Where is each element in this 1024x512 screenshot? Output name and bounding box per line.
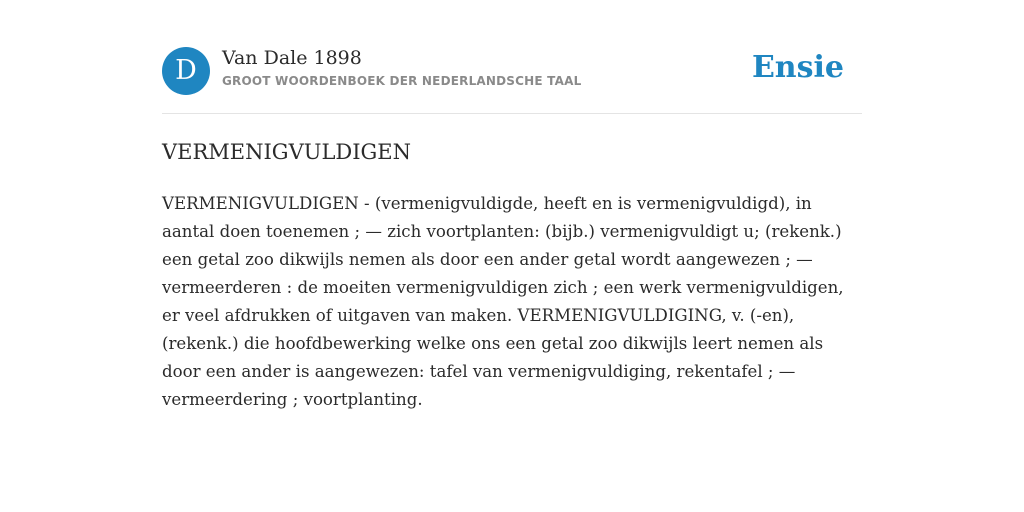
entry-definition bbox=[162, 190, 862, 414]
divider bbox=[162, 113, 862, 114]
dictionary-title-block bbox=[222, 46, 581, 88]
definition-line: er veel afdrukken of uitgaven van maken. VERMENIGVULDIGING, v. (-en), bbox=[162, 306, 795, 325]
header bbox=[162, 46, 862, 96]
dictionary-title[interactable]: Van Dale 1898 bbox=[222, 47, 362, 69]
definition-line: (rekenk.) die hoofdbewerking welke ons een getal zoo dikwijls leert nemen als bbox=[162, 334, 824, 353]
definition-line: vermeerdering ; voortplanting. bbox=[162, 390, 423, 409]
dictionary-avatar: D bbox=[162, 47, 210, 95]
ensie-logo[interactable]: Ensie bbox=[751, 50, 844, 85]
definition-line: vermeerderen : de moeiten vermenigvuldigen zich ; een werk vermenigvuldigen, bbox=[162, 278, 844, 297]
definition-line: VERMENIGVULDIGEN - (vermenigvuldigde, heeft en is vermenigvuldigd), in bbox=[162, 194, 812, 213]
definition-line: door een ander is aangewezen: tafel van vermenigvuldiging, rekentafel ; — bbox=[162, 362, 796, 381]
dictionary-card bbox=[162, 46, 862, 409]
entry-headword: VERMENIGVULDIGEN bbox=[162, 140, 412, 164]
definition-line: een getal zoo dikwijls nemen als door een ander getal wordt aangewezen ; — bbox=[162, 250, 813, 269]
definition-line: aantal doen toenemen ; — zich voortplanten: (bijb.) vermenigvuldigt u; (rekenk.) bbox=[162, 222, 842, 241]
dictionary-subtitle: GROOT WOORDENBOEK DER NEDERLANDSCHE TAAL bbox=[222, 74, 582, 88]
